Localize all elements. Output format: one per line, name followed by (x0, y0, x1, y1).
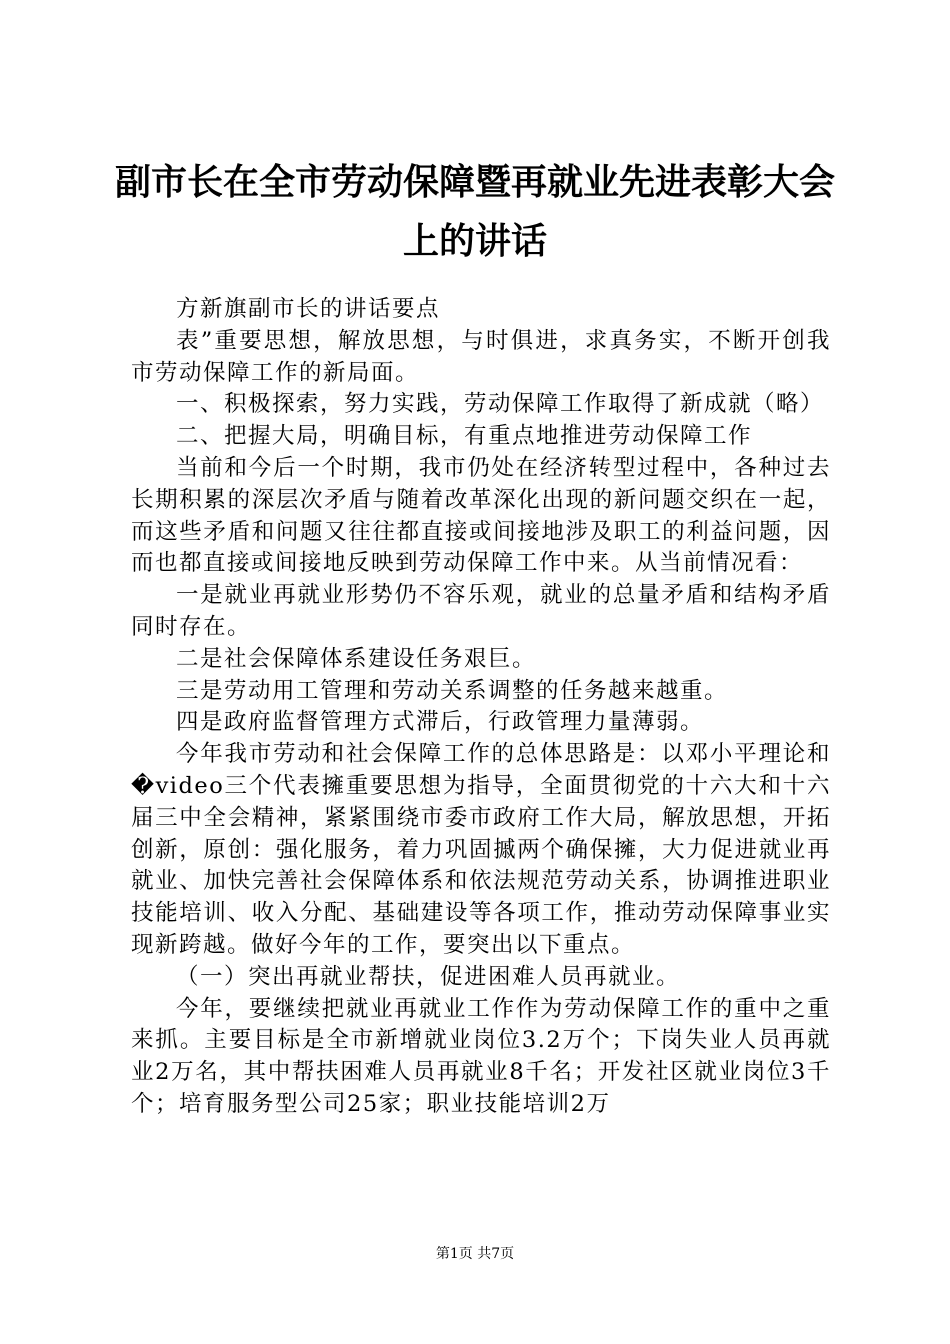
paragraph-point-2: 二是社会保障体系建设任务艰巨。 (176, 645, 537, 672)
paragraph-point-4: 四是政府监督管理方式滞后，行政管理力量薄弱。 (176, 709, 705, 736)
document-title-line1: 副市长在全市劳动保障暨再就业先进表彰大会 (114, 162, 835, 203)
paragraph-subsection-1: （一）突出再就业帮扶，促进困难人员再就业。 (176, 963, 681, 990)
paragraph-theme: 表”重要思想，解放思想，与时俱进，求真务实，不断开创我市劳动保障工作的新局面。 (131, 327, 831, 386)
paragraph-overall-approach: 今年我市劳动和社会保障工作的总体思路是：以邓小平理论和�video三个代表擁重要思想为指导，全面贯彻党的十六大和十六届三中全会精神，紧紧围绕市委市政府工作大局，解放思想，开拓创新，原创：强化服务，着力巩固摵两个确保擁，大力促进就业再就业、加快完善社会保障体系和依法规范劳动关系，协调推进职业技能培训、收入分配、基础建设等各项工作，推动劳动保障事业实现新跨越。做好今年的工作，要突出以下重点。 (131, 741, 831, 958)
paragraph-speaker: 方新旗副市长的讲话要点 (176, 296, 441, 322)
paragraph-section-1: 一、积极探索，努力实践，劳动保障工作取得了新成就（略） (176, 391, 825, 418)
paragraph-current-situation: 当前和今后一个时期，我市仍处在经济转型过程中，各种过去长期积累的深层次矛盾与随着改革深化出现的新问题交织在一起，而这些矛盾和问题又往往都直接或间接地涉及职工的利益问题，因而也都直接或间接地反映到劳动保障工作中来。从当前情况看： (131, 454, 831, 577)
document-body (131, 294, 831, 1121)
paragraph-point-3: 三是劳动用工管理和劳动关系调整的任务越来越重。 (176, 677, 729, 704)
paragraph-targets: 今年，要继续把就业再就业工作作为劳动保障工作的重中之重来抓。主要目标是全市新增就业岗位3.2万个；下岗失业人员再就业2万名，其中帮扶困难人员再就业8千名；开发社区就业岗位3千个；培育服务型公司25家；职业技能培训2万 (131, 995, 831, 1117)
document-title-line2: 上的讲话 (402, 221, 547, 262)
paragraph-section-2: 二、把握大局，明确目标，有重点地推进劳动保障工作 (176, 423, 753, 450)
paragraph-point-1: 一是就业再就业形势仍不容乐观，就业的总量矛盾和结构矛盾同时存在。 (131, 582, 831, 640)
page-number-footer: 第1页 共7页 (435, 1246, 515, 1262)
